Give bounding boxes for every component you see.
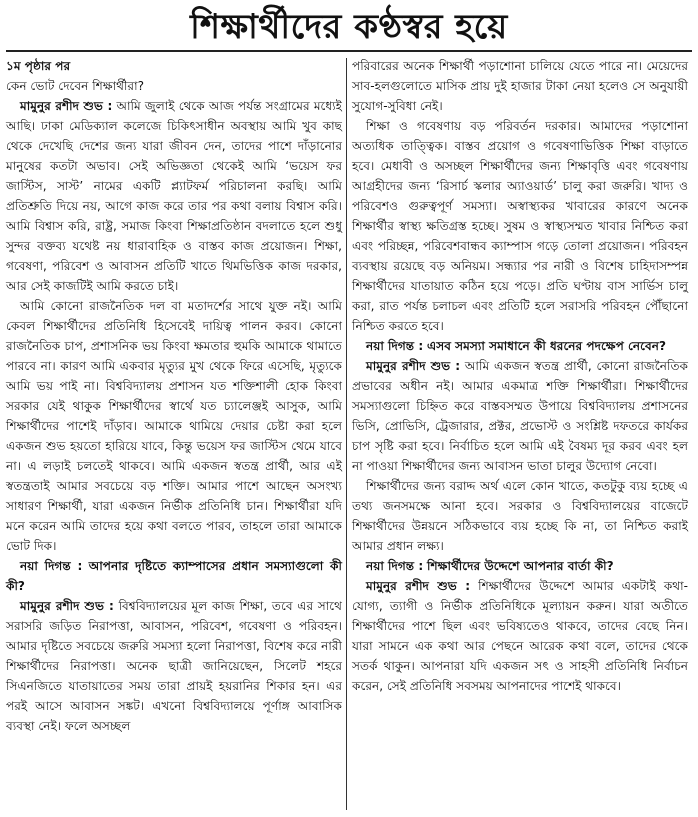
answer-1-text: আমি জুলাই থেকে আজ পর্যন্ত সংগ্রামের মধ্যেই আছি। ঢাকা মেডিক্যাল কলেজে চিকিৎসাধীন অবস্থায় আমি খুব কাছ থেকে দেখেছি দেশের জন্য যারা জীবন দেন, তাদের পাশে দাঁড়ানোর মানুষের কতটা অভাব। সেই অভিজ্ঞতা থেকেই আমি ‘ভয়েস ফর জাস্টিস, সাস্ট’ নামের একটি প্ল্যাটফর্ম পরিচালনা করছি। আমি প্রতিশ্রুতি দিয়ে নয়, আগে কাজ করে তার পর কথা বলায় বিশ্বাস করি। আমি বিশ্বাস করি, রাষ্ট্র, সমাজ কিংবা শিক্ষাপ্রতিষ্ঠান বদলাতে হলে শুধু সুন্দর বক্তব্য যথেষ্ট নয় ধারাবাহিক ও বাস্তব কাজ প্রয়োজন। শিক্ষা, গবেষণা, পরিবেশ ও আবাসন প্রতিটি খাতে থিমভিত্তিক কাজ দরকার, আর সেই কাজটিই আমি করতে চাই।	[6, 99, 342, 293]
headline: শিক্ষার্থীদের কণ্ঠস্বর হয়ে	[190, 7, 508, 47]
answer-2	[6, 596, 342, 736]
answer-1-paragraph-2: আমি কোনো রাজনৈতিক দল বা মতাদর্শের সাথে যুক্ত নই। আমি কেবল শিক্ষার্থীদের প্রতিনিধি হিসেবেই দায়িত্ব পালন করব। কোনো রাজনৈতিক চাপ, প্রশাসনিক ভয় কিংবা ক্ষমতার হুমকি আমাকে থামাতে পারবে না। কারণ আমি একবার মৃত্যুর মুখ থেকে ফিরে এসেছি, মৃত্যুকে আমি ভয় পাই না। বিশ্ববিদ্যালয় প্রশাসন যত শক্তিশালী হোক কিংবা সরকার যেই থাকুক শিক্ষার্থীদের স্বার্থে যত চ্যালেঞ্জই আসুক, আমি শিক্ষার্থীদের পাশেই দাঁড়াব। আমাকে থামিয়ে দেয়ার চেষ্টা করা হলে একজন শুভ হয়তো হারিয়ে যাবে, কিন্তু ভয়েস ফর জাস্টিস থেমে যাবে না। এ লড়াই চলতেই থাকবে। আমি একজন স্বতন্ত্র প্রার্থী, আর এই স্বতন্ত্রতাই আমার সবচেয়ে বড় শক্তি। আমার পাশে আছেন অসংখ্য সাধারণ শিক্ষার্থী, যারা একজন নির্ভীক প্রতিনিধি চান। শিক্ষার্থীরা যদি মনে করেন আমি তাদের হয়ে কথা বলতে পারব, তাহলে তারা আমাকে ভোট দিক।	[6, 299, 342, 553]
speaker-label: মামুনুর রশীদ শুভ :	[20, 99, 113, 113]
speaker-label: মামুনুর রশীদ শুভ :	[20, 599, 114, 613]
headline-rule	[6, 50, 692, 52]
question-2	[6, 556, 342, 596]
answer-2-continued: পরিবারের অনেক শিক্ষার্থী পড়াশোনা চালিয়ে যেতে পারে না। মেয়েদের সাব-হলগুলোতে মাসিক প্রায় দুই হাজার টাকা নেয়া হলেও সে অনুযায়ী সুযোগ-সুবিধা নেই।	[352, 59, 688, 113]
answer-2-paragraph-2: শিক্ষা ও গবেষণায় বড় পরিবর্তন দরকার। আমাদের পড়াশোনা অত্যধিক তাত্ত্বিক। বাস্তব প্রয়োগ ও গবেষণাভিত্তিক শিক্ষা বাড়াতে হবে। মেধাবী ও অসচ্ছল শিক্ষার্থীদের জন্য শিক্ষাবৃত্তি এবং গবেষণায় আগ্রহীদের জন্য ‘রিসার্চ স্কলার অ্যাওয়ার্ড’ চালু করা জরুরি। খাদ্য ও পরিবেশও গুরুত্বপূর্ণ সমস্যা। অস্বাস্থ্যকর খাবারের কারণে অনেক শিক্ষার্থীর স্বাস্থ্য ক্ষতিগ্রস্ত হচ্ছে। সুষম ও স্বাস্থ্যসম্মত খাবার নিশ্চিত করা এবং পরিচ্ছন্ন, পরিবেশবান্ধব ক্যাম্পাস গড়ে তোলা প্রয়োজন। পরিবহন ব্যবস্থায় রয়েছে বড় অনিয়ম। সন্ধ্যার পর নারী ও বিশেষ চাহিদাসম্পন্ন শিক্ষার্থীদের যাতায়াত কঠিন হয়ে পড়ে। প্রতি ঘণ্টায় বাস সার্ভিস চালু করা, রাত পর্যন্ত চলাচল এবং প্রতিটি হলে সরাসরি পরিবহন পৌঁছানো নিশ্চিত করতে হবে।	[352, 119, 688, 333]
interviewer-label: নয়া দিগন্ত :	[20, 559, 83, 573]
interviewer-label: নয়া দিগন্ত :	[366, 339, 424, 353]
interviewer-label: নয়া দিগন্ত :	[366, 559, 424, 573]
question-2-text: আপনার দৃষ্টিতে ক্যাম্পাসের প্রধান সমস্যাগুলো কী কী?	[6, 559, 342, 593]
speaker-label: মামুনুর রশীদ শুভ :	[366, 359, 461, 373]
answer-3-paragraph-2: শিক্ষার্থীদের জন্য বরাদ্দ অর্থ এলে কোন খাতে, কতটুকু ব্যয় হচ্ছে এ তথ্য জনসমক্ষে আনা হবে। সরকার ও বিশ্ববিদ্যালয়ের বাজেটে শিক্ষার্থীদের উন্নয়নে সঠিকভাবে ব্যয় হচ্ছে কি না, তা নিশ্চিত করাই আমার প্রধান লক্ষ্য।	[352, 479, 688, 553]
answer-3	[352, 356, 688, 476]
answer-2-text: বিশ্ববিদ্যালয়ের মূল কাজ শিক্ষা, তবে এর সাথে সরাসরি জড়িত নিরাপত্তা, আবাসন, পরিবেশ, গবেষণা ও পরিবহন। আমার দৃষ্টিতে সবচেয়ে জরুরি সমস্যা হলো নিরাপত্তা, বিশেষ করে নারী শিক্ষার্থীদের নিরাপত্তা। অনেক ছাত্রী জানিয়েছেন, সিলেট শহরে সিএনজিতে যাতায়াতের সময় তারা প্রায়ই হয়রানির শিকার হন। এর পরই আসে আবাসন সঙ্কট। এখনো বিশ্ববিদ্যালয়ে পূর্ণাঙ্গ আবাসিক ব্যবস্থা নেই। ফলে অসচ্ছল	[6, 599, 342, 733]
column-divider	[346, 58, 347, 810]
answer-3-text: আমি একজন স্বতন্ত্র প্রার্থী, কোনো রাজনৈতিক প্রভাবের অধীন নই। আমার একমাত্র শক্তি শিক্ষার্থীরা। শিক্ষার্থীদের সমস্যাগুলো চিহ্নিত করে বাস্তবসম্মত উপায়ে বিশ্ববিদ্যালয় প্রশাসনের ভিসি, প্রোভিসি, ট্রেজারার, প্রক্টর, প্রভোস্ট ও সংশ্লিষ্ট দফতরে কার্যকর চাপ সৃষ্টি করা হবে। নির্বাচিত হলে আমি এই বৈষম্য দূর করব এবং হল না পাওয়া শিক্ষার্থীদের জন্য আবাসন ভাতা চালুর উদ্যোগ নেবো।	[352, 359, 688, 473]
answer-1-paragraph-1	[6, 96, 342, 296]
question-4-text: শিক্ষার্থীদের উদ্দেশে আপনার বার্তা কী?	[427, 559, 614, 573]
left-column	[6, 56, 342, 736]
answer-4-text: শিক্ষার্থীদের উদ্দেশে আমার একটাই কথা- যোগ্য, ত্যাগী ও নির্ভীক প্রতিনিধিকে মূল্যায়ন করুন। যারা অতীতে শিক্ষার্থীদের পাশে ছিল এবং ভবিষ্যতেও থাকবে, তাদের বেছে নিন। যারা সামনে এক কথা আর পেছনে আরেক কথা বলে, তাদের থেকে সতর্ক থাকুন। আপনারা যদি একজন সৎ ও সাহসী প্রতিনিধি নির্বাচন করেন, সেই প্রতিনিধি সবসময় আপনাদের পাশেই থাকবে।	[352, 579, 688, 693]
question-4	[352, 556, 688, 576]
answer-4	[352, 576, 688, 696]
question-3-text: এসব সমস্যা সমাধানে কী ধরনের পদক্ষেপ নেবেন?	[427, 339, 666, 353]
right-column	[352, 56, 688, 696]
question-3	[352, 336, 688, 356]
continued-from: ১ম পৃষ্ঠার পর	[6, 59, 71, 73]
speaker-label: মামুনুর রশীদ শুভ :	[366, 579, 471, 593]
subheading: কেন ভোট দেবেন শিক্ষার্থীরা?	[6, 79, 144, 93]
